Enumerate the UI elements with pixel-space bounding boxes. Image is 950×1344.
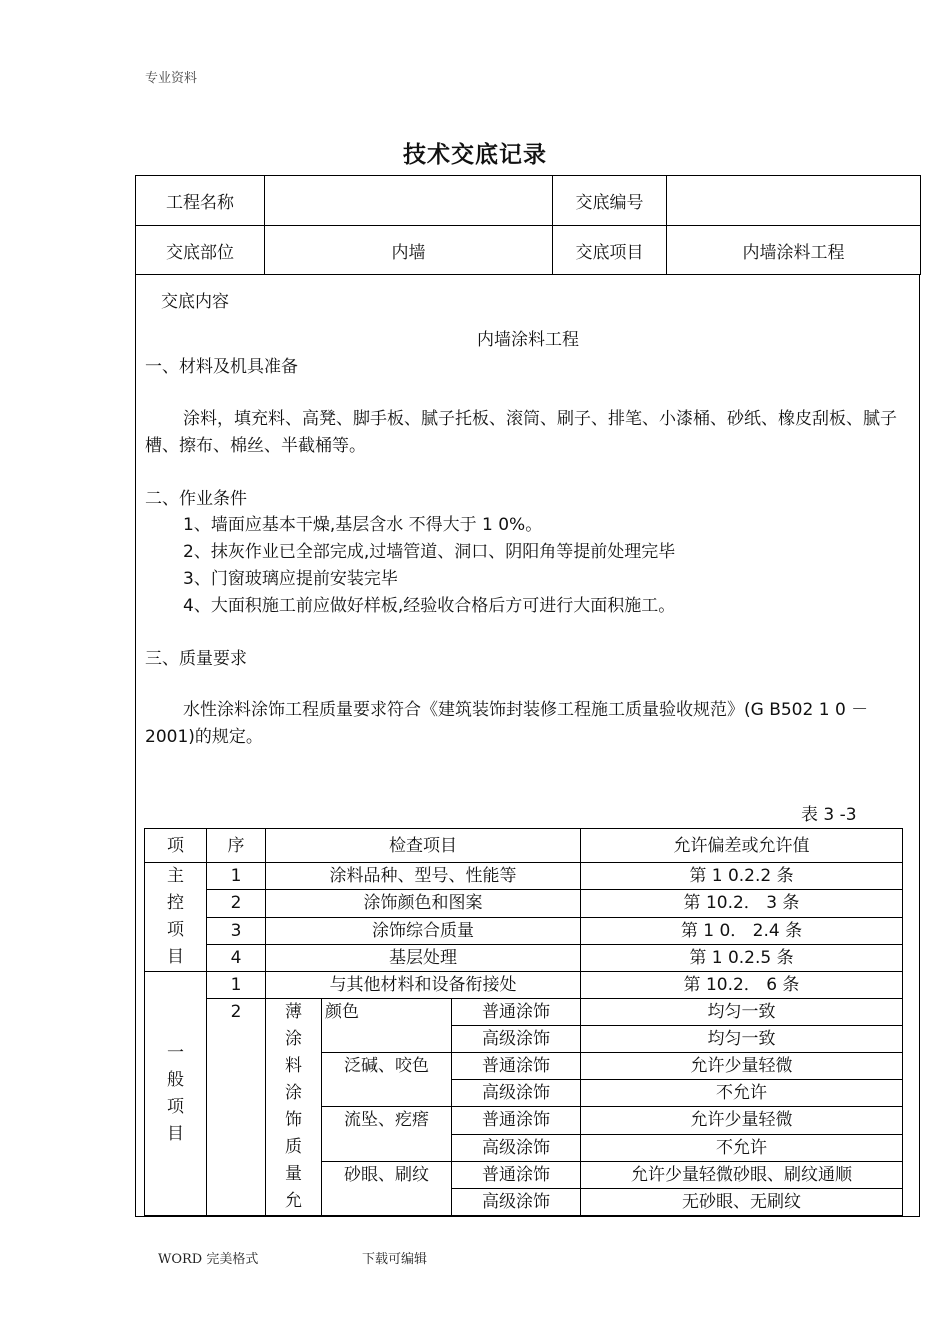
row-seq: 2 bbox=[207, 890, 266, 917]
advanced-coating-label: 高级涂饰 bbox=[452, 1189, 581, 1216]
row-value: 第 10.2． 6 条 bbox=[581, 972, 903, 999]
project-name-value bbox=[265, 176, 553, 226]
row-value: 第 10.2． 3 条 bbox=[581, 890, 903, 917]
row-item: 基层处理 bbox=[266, 944, 581, 971]
header-col-seq: 序 bbox=[207, 829, 266, 863]
row-value: 第 1 0.2.5 条 bbox=[581, 944, 903, 971]
row-seq: 1 bbox=[207, 972, 266, 999]
row-item: 涂饰颜色和图案 bbox=[266, 890, 581, 917]
header-col-value: 允许偏差或允许值 bbox=[581, 829, 903, 863]
item-label: 交底项目 bbox=[553, 226, 667, 275]
condition-item: 3、门窗玻璃应提前安装完毕 bbox=[183, 569, 398, 589]
header-col-group: 项 bbox=[145, 829, 207, 863]
row-item: 与其他材料和设备衔接处 bbox=[266, 972, 581, 999]
normal-coating-label: 普通涂饰 bbox=[452, 1053, 581, 1080]
section-1-title: 一、材料及机具准备 bbox=[145, 357, 298, 377]
condition-item: 2、抹灰作业已全部完成,过墙管道、洞口、阴阳角等提前处理完毕 bbox=[183, 542, 676, 562]
advanced-coating-value: 不允许 bbox=[581, 1080, 903, 1107]
general-group-label: 一般项目 bbox=[145, 972, 207, 1216]
main-control-group-label: 主控项目 bbox=[145, 863, 207, 972]
item-value: 内墙涂料工程 bbox=[667, 226, 921, 275]
normal-coating-value: 均匀一致 bbox=[581, 999, 903, 1026]
normal-coating-label: 普通涂饰 bbox=[452, 999, 581, 1026]
header-label: 专业资料 bbox=[145, 71, 198, 86]
position-value: 内墙 bbox=[265, 226, 553, 275]
advanced-coating-value: 不允许 bbox=[581, 1134, 903, 1161]
page-title: 技术交底记录 bbox=[403, 142, 547, 168]
advanced-coating-value: 无砂眼、无刷纹 bbox=[581, 1189, 903, 1216]
code-label: 交底编号 bbox=[553, 176, 667, 226]
code-value bbox=[667, 176, 921, 226]
footer-left: WORD 完美格式 bbox=[158, 1252, 259, 1267]
normal-coating-value: 允许少量轻微砂眼、刷纹通顺 bbox=[581, 1161, 903, 1188]
info-table bbox=[135, 175, 921, 275]
advanced-coating-label: 高级涂饰 bbox=[452, 1080, 581, 1107]
footer-right: 下载可编辑 bbox=[362, 1252, 428, 1267]
normal-coating-value: 允许少量轻微 bbox=[581, 1053, 903, 1080]
table-caption: 表 3 -3 bbox=[801, 805, 857, 825]
advanced-coating-label: 高级涂饰 bbox=[452, 1026, 581, 1053]
normal-coating-label: 普通涂饰 bbox=[452, 1161, 581, 1188]
condition-item: 4、大面积施工前应做好样板,经验收合格后方可进行大面积施工。 bbox=[183, 596, 676, 616]
row-value: 第 1 0.2.2 条 bbox=[581, 863, 903, 890]
sub-item-name: 砂眼、刷纹 bbox=[322, 1161, 452, 1215]
row-item: 涂料品种、型号、性能等 bbox=[266, 863, 581, 890]
header-col-item: 检查项目 bbox=[266, 829, 581, 863]
sub-item-name: 流坠、疙瘩 bbox=[322, 1107, 452, 1161]
row-item: 涂饰综合质量 bbox=[266, 917, 581, 944]
advanced-coating-value: 均匀一致 bbox=[581, 1026, 903, 1053]
condition-item: 1、墙面应基本干燥,基层含水 不得大于 1 0%。 bbox=[183, 515, 543, 535]
section-3-title: 三、质量要求 bbox=[145, 649, 247, 669]
content-label: 交底内容 bbox=[161, 292, 229, 312]
row-seq: 1 bbox=[207, 863, 266, 890]
row-value: 第 1 0． 2.4 条 bbox=[581, 917, 903, 944]
project-name-label: 工程名称 bbox=[136, 176, 265, 226]
normal-coating-label: 普通涂饰 bbox=[452, 1107, 581, 1134]
row-seq: 3 bbox=[207, 917, 266, 944]
row-seq: 4 bbox=[207, 944, 266, 971]
advanced-coating-label: 高级涂饰 bbox=[452, 1134, 581, 1161]
sub-item-name: 颜色 bbox=[322, 999, 452, 1053]
row-seq: 2 bbox=[207, 999, 266, 1216]
section-1-text: 涂料，填充料、高凳、脚手板、腻子托板、滚筒、刷子、排笔、小漆桶、砂纸、橡皮刮板、腻子槽、擦布、棉丝、半截桶等。 bbox=[145, 409, 897, 456]
section-2-title: 二、作业条件 bbox=[145, 489, 247, 509]
content-heading: 内墙涂料工程 bbox=[477, 330, 579, 350]
section-3-text: 水性涂料涂饰工程质量要求符合《建筑装饰封装修工程施工质量验收规范》(G B502 1 0 －2001)的规定。 bbox=[145, 700, 869, 747]
quality-table bbox=[144, 828, 903, 1216]
sub-item-name: 泛碱、咬色 bbox=[322, 1053, 452, 1107]
thin-coating-label: 薄涂料涂饰质量允 bbox=[266, 999, 322, 1216]
normal-coating-value: 允许少量轻微 bbox=[581, 1107, 903, 1134]
position-label: 交底部位 bbox=[136, 226, 265, 275]
